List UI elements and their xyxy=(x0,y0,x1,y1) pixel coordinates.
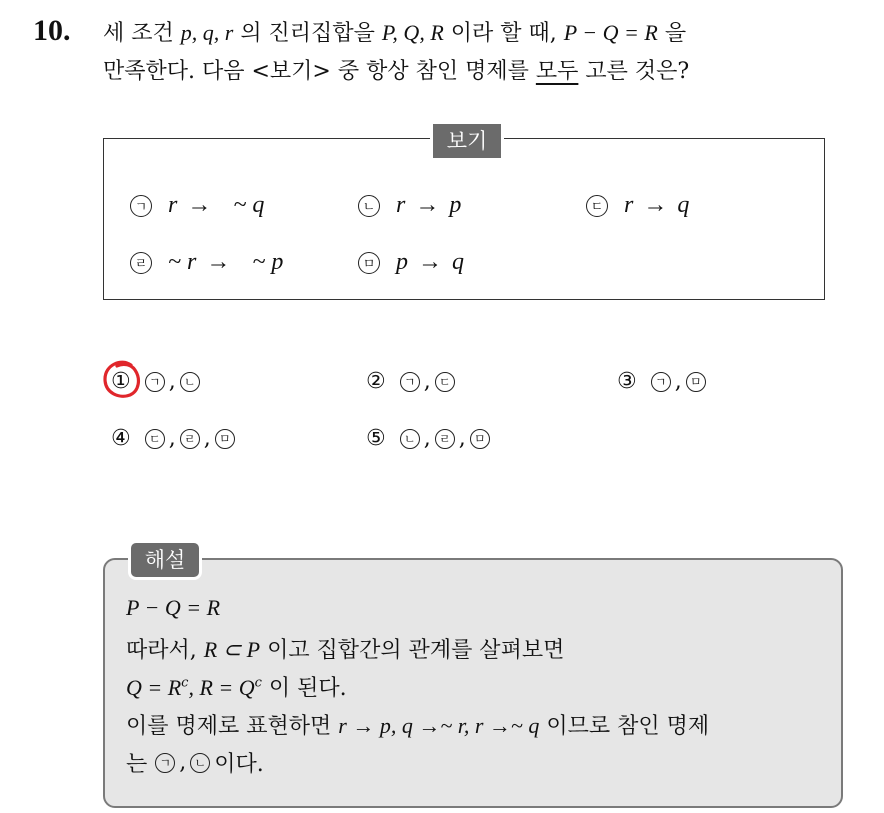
circle-mark-icon: ㄷ xyxy=(586,195,608,217)
circle-mark-icon: ㄱ xyxy=(145,372,165,392)
circle-mark-icon: ㄴ xyxy=(190,753,210,773)
bogi-title: 보기 xyxy=(430,121,504,161)
circle-mark-icon: ㄱ xyxy=(130,195,152,217)
circle-mark-icon: ㄹ xyxy=(130,252,152,274)
circle-mark-icon: ㅁ xyxy=(215,429,235,449)
circle-mark-icon: ㄱ xyxy=(400,372,420,392)
choice-3[interactable]: ③ ㄱ , ㅁ xyxy=(617,369,706,394)
choice-5[interactable]: ⑤ ㄴ , ㄹ , ㅁ xyxy=(366,426,490,451)
question-line-2: 만족한다. 다음 <보기> 중 항상 참인 명제를 모두 고른 것은? xyxy=(103,59,690,84)
question-number: 10. xyxy=(33,14,71,47)
circle-mark-icon: ㄴ xyxy=(358,195,380,217)
solution-title: 해설 xyxy=(128,540,202,580)
choice-2[interactable]: ② ㄱ , ㄷ xyxy=(366,369,455,394)
circle-mark-icon: ㄷ xyxy=(435,372,455,392)
circle-mark-icon: ㄹ xyxy=(180,429,200,449)
solution-line-2: 따라서, R ⊂ P 이고 집합간의 관계를 살펴보면 xyxy=(126,637,565,663)
circle-mark-icon: ㅁ xyxy=(470,429,490,449)
bogi-item-2: ㄴ r → p xyxy=(358,192,461,219)
question-line-1: 세 조건 p, q, r 의 진리집합을 P, Q, R 이라 할 때, P − Q = R 을 xyxy=(103,20,687,46)
circle-mark-icon: ㄴ xyxy=(400,429,420,449)
circle-mark-icon: ㅁ xyxy=(686,372,706,392)
bogi-item-4: ㄹ ~ r → ~ p xyxy=(130,249,283,276)
circle-mark-icon: ㄹ xyxy=(435,429,455,449)
solution-line-5: 는 ㄱ , ㄴ 이다. xyxy=(126,750,264,777)
bogi-item-3: ㄷ r → q xyxy=(586,192,689,219)
choice-1[interactable]: ① ㄱ , ㄴ xyxy=(111,369,200,394)
solution-line-4: 이를 명제로 표현하면 r → p, q →~ r, r →~ q 이므로 참인 명제 xyxy=(126,713,710,739)
circle-mark-icon: ㄱ xyxy=(155,753,175,773)
choice-4[interactable]: ④ ㄷ , ㄹ , ㅁ xyxy=(111,426,235,451)
circle-mark-icon: ㄷ xyxy=(145,429,165,449)
circle-mark-icon: ㄴ xyxy=(180,372,200,392)
circle-mark-icon: ㅁ xyxy=(358,252,380,274)
bogi-item-5: ㅁ p → q xyxy=(358,249,464,276)
solution-line-1: P − Q = R xyxy=(126,595,221,620)
circle-mark-icon: ㄱ xyxy=(651,372,671,392)
solution-line-3: $Q = R^c$, $R = Q^c$ 이 된다. xyxy=(126,675,347,701)
bogi-item-1: ㄱ r → ~ q xyxy=(130,192,264,219)
